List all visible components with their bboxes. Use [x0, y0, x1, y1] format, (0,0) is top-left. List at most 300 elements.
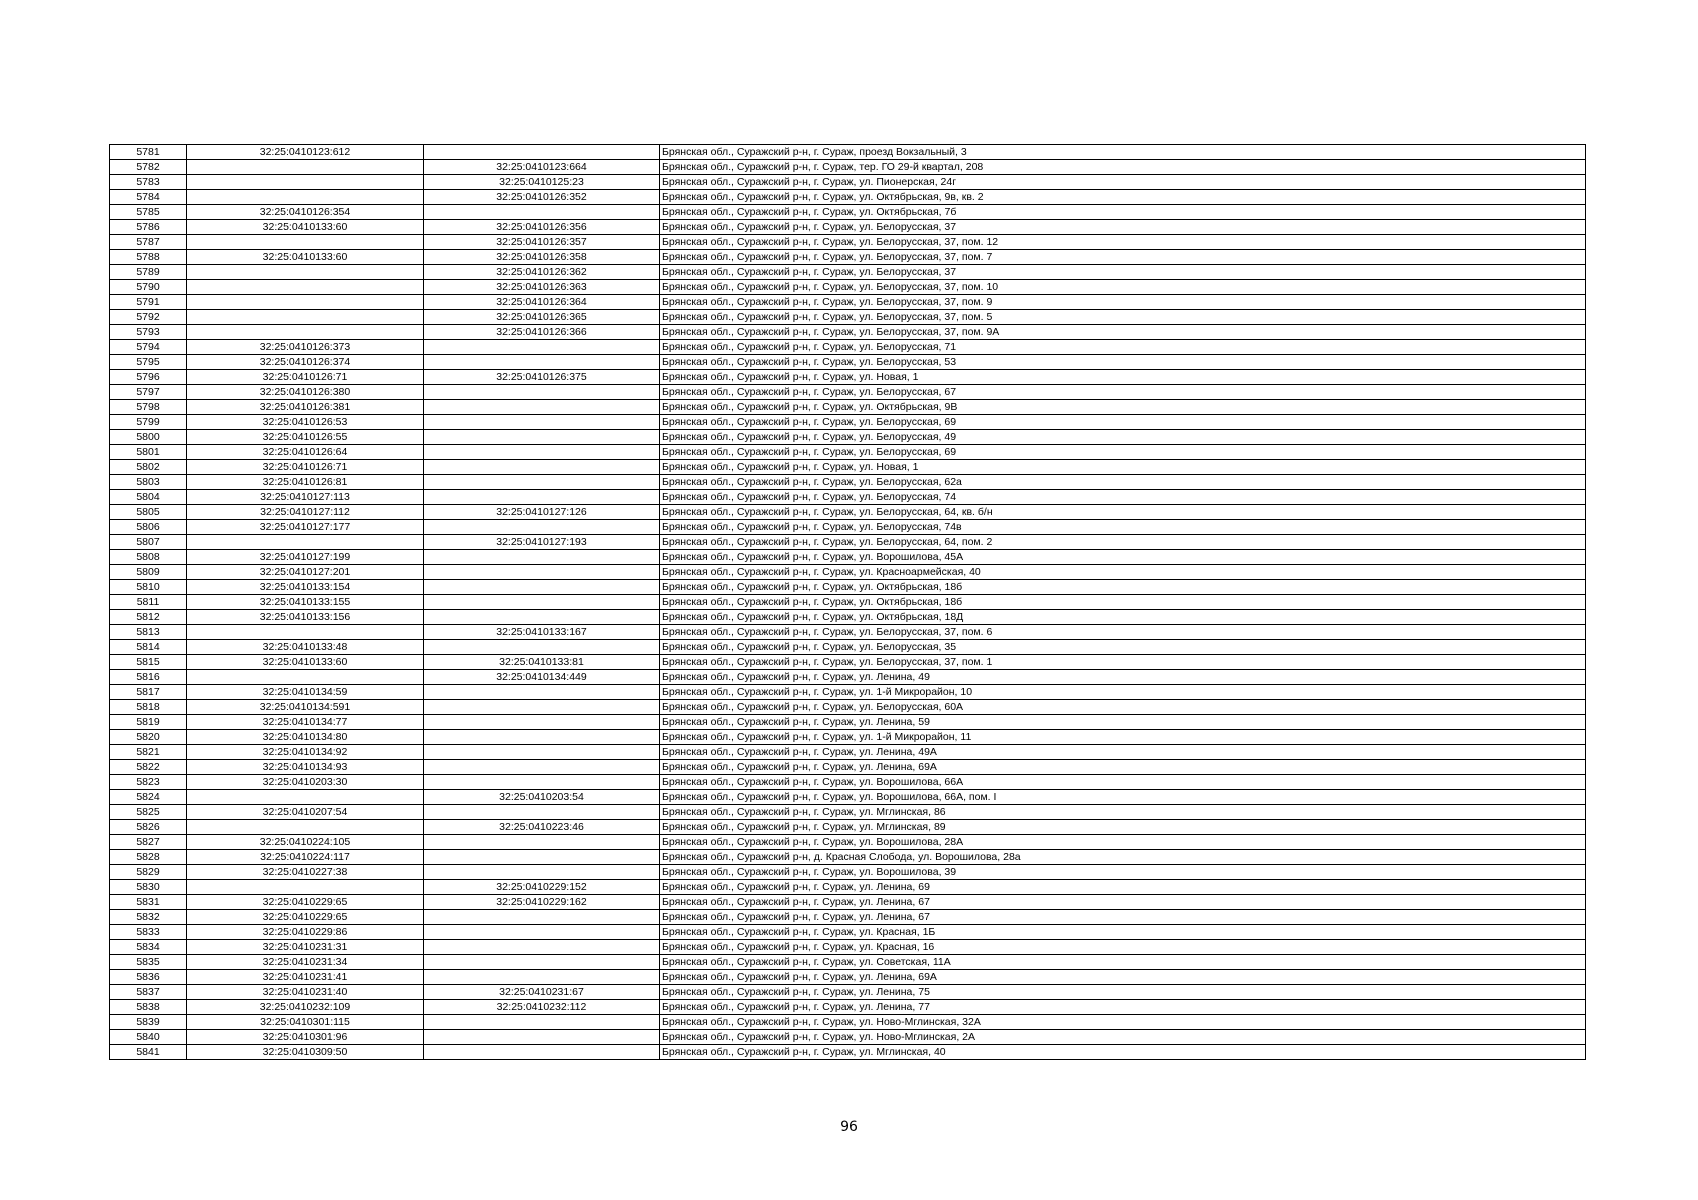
address-cell: Брянская обл., Суражский р-н, г. Сураж, ул. Ворошилова, 66А, пом. I [660, 790, 1586, 805]
address-cell: Брянская обл., Суражский р-н, г. Сураж, ул. Советская, 11А [660, 955, 1586, 970]
address-cell: Брянская обл., Суражский р-н, г. Сураж, ул. Белорусская, 37, пом. 9А [660, 325, 1586, 340]
table-row [110, 295, 1586, 310]
row-number-cell: 5799 [110, 415, 187, 430]
table-row [110, 955, 1586, 970]
cadastral-number-land-cell: 32:25:0410126:374 [187, 355, 424, 370]
row-number-cell: 5819 [110, 715, 187, 730]
table-body [110, 145, 1586, 1060]
cadastral-number-land-cell: 32:25:0410229:65 [187, 895, 424, 910]
table-row [110, 430, 1586, 445]
row-number-cell: 5807 [110, 535, 187, 550]
cadastral-number-object-cell [424, 550, 660, 565]
table-row [110, 670, 1586, 685]
cadastral-number-object-cell: 32:25:0410126:375 [424, 370, 660, 385]
table-row [110, 280, 1586, 295]
table-row [110, 370, 1586, 385]
address-cell: Брянская обл., Суражский р-н, г. Сураж, ул. Белорусская, 37, пом. 5 [660, 310, 1586, 325]
cadastral-number-land-cell [187, 880, 424, 895]
row-number-cell: 5830 [110, 880, 187, 895]
table-row [110, 460, 1586, 475]
cadastral-number-land-cell: 32:25:0410126:53 [187, 415, 424, 430]
address-cell: Брянская обл., Суражский р-н, г. Сураж, ул. Ново-Мглинская, 2А [660, 1030, 1586, 1045]
cadastral-number-land-cell [187, 325, 424, 340]
table-row [110, 145, 1586, 160]
row-number-cell: 5822 [110, 760, 187, 775]
address-cell: Брянская обл., Суражский р-н, г. Сураж, ул. Белорусская, 69 [660, 445, 1586, 460]
address-cell: Брянская обл., Суражский р-н, г. Сураж, ул. Ленина, 49А [660, 745, 1586, 760]
cadastral-number-land-cell: 32:25:0410309:50 [187, 1045, 424, 1060]
cadastral-number-object-cell [424, 445, 660, 460]
address-cell: Брянская обл., Суражский р-н, г. Сураж, ул. Белорусская, 60А [660, 700, 1586, 715]
table-row [110, 850, 1586, 865]
row-number-cell: 5823 [110, 775, 187, 790]
table-row [110, 265, 1586, 280]
cadastral-number-land-cell [187, 295, 424, 310]
cadastral-number-land-cell [187, 265, 424, 280]
table-row [110, 700, 1586, 715]
row-number-cell: 5820 [110, 730, 187, 745]
cadastral-number-object-cell: 32:25:0410133:167 [424, 625, 660, 640]
table-row [110, 175, 1586, 190]
cadastral-number-object-cell [424, 565, 660, 580]
row-number-cell: 5811 [110, 595, 187, 610]
row-number-cell: 5835 [110, 955, 187, 970]
address-cell: Брянская обл., Суражский р-н, г. Сураж, ул. Белорусская, 37 [660, 265, 1586, 280]
cadastral-number-land-cell: 32:25:0410232:109 [187, 1000, 424, 1015]
cadastral-number-object-cell: 32:25:0410229:162 [424, 895, 660, 910]
cadastral-number-land-cell: 32:25:0410133:156 [187, 610, 424, 625]
cadastral-number-object-cell [424, 580, 660, 595]
cadastral-number-land-cell [187, 280, 424, 295]
row-number-cell: 5785 [110, 205, 187, 220]
cadastral-number-object-cell: 32:25:0410127:193 [424, 535, 660, 550]
table-row [110, 625, 1586, 640]
cadastral-number-land-cell: 32:25:0410134:591 [187, 700, 424, 715]
table-row [110, 1030, 1586, 1045]
address-cell: Брянская обл., Суражский р-н, г. Сураж, ул. Ленина, 67 [660, 895, 1586, 910]
row-number-cell: 5794 [110, 340, 187, 355]
address-cell: Брянская обл., Суражский р-н, г. Сураж, ул. Мглинская, 86 [660, 805, 1586, 820]
cadastral-number-land-cell [187, 790, 424, 805]
table-row [110, 475, 1586, 490]
cadastral-number-object-cell [424, 490, 660, 505]
table-row [110, 1045, 1586, 1060]
table-row [110, 1000, 1586, 1015]
cadastral-number-object-cell [424, 340, 660, 355]
address-cell: Брянская обл., Суражский р-н, г. Сураж, ул. Белорусская, 49 [660, 430, 1586, 445]
table-row [110, 160, 1586, 175]
cadastral-number-land-cell [187, 820, 424, 835]
cadastral-number-object-cell: 32:25:0410126:362 [424, 265, 660, 280]
row-number-cell: 5834 [110, 940, 187, 955]
cadastral-number-land-cell [187, 310, 424, 325]
cadastral-number-land-cell [187, 175, 424, 190]
cadastral-number-object-cell [424, 640, 660, 655]
cadastral-number-land-cell: 32:25:0410127:177 [187, 520, 424, 535]
cadastral-number-land-cell: 32:25:0410207:54 [187, 805, 424, 820]
cadastral-number-land-cell: 32:25:0410133:154 [187, 580, 424, 595]
address-cell: Брянская обл., Суражский р-н, г. Сураж, проезд Вокзальный, 3 [660, 145, 1586, 160]
row-number-cell: 5833 [110, 925, 187, 940]
table-row [110, 880, 1586, 895]
cadastral-number-object-cell [424, 715, 660, 730]
cadastral-number-land-cell: 32:25:0410127:199 [187, 550, 424, 565]
address-cell: Брянская обл., Суражский р-н, г. Сураж, ул. 1-й Микрорайон, 10 [660, 685, 1586, 700]
cadastral-number-object-cell [424, 775, 660, 790]
address-cell: Брянская обл., Суражский р-н, г. Сураж, ул. Ворошилова, 39 [660, 865, 1586, 880]
address-cell: Брянская обл., Суражский р-н, г. Сураж, тер. ГО 29-й квартал, 208 [660, 160, 1586, 175]
cadastral-number-land-cell: 32:25:0410224:117 [187, 850, 424, 865]
row-number-cell: 5818 [110, 700, 187, 715]
table-row [110, 805, 1586, 820]
table-row [110, 385, 1586, 400]
table-row [110, 910, 1586, 925]
cadastral-number-land-cell: 32:25:0410227:38 [187, 865, 424, 880]
table-row [110, 250, 1586, 265]
cadastral-number-land-cell: 32:25:0410134:80 [187, 730, 424, 745]
cadastral-number-object-cell [424, 865, 660, 880]
cadastral-number-land-cell: 32:25:0410134:59 [187, 685, 424, 700]
address-cell: Брянская обл., Суражский р-н, г. Сураж, ул. Белорусская, 37, пом. 9 [660, 295, 1586, 310]
cadastral-number-land-cell: 32:25:0410126:71 [187, 370, 424, 385]
cadastral-number-land-cell: 32:25:0410126:55 [187, 430, 424, 445]
address-cell: Брянская обл., Суражский р-н, г. Сураж, ул. Ленина, 67 [660, 910, 1586, 925]
table-row [110, 505, 1586, 520]
table-row [110, 565, 1586, 580]
address-cell: Брянская обл., Суражский р-н, г. Сураж, ул. Ленина, 69А [660, 970, 1586, 985]
table-row [110, 925, 1586, 940]
cadastral-number-land-cell: 32:25:0410133:155 [187, 595, 424, 610]
table-row [110, 340, 1586, 355]
address-cell: Брянская обл., Суражский р-н, г. Сураж, ул. Белорусская, 67 [660, 385, 1586, 400]
address-cell: Брянская обл., Суражский р-н, г. Сураж, ул. Белорусская, 64, пом. 2 [660, 535, 1586, 550]
cadastral-number-object-cell [424, 205, 660, 220]
address-cell: Брянская обл., Суражский р-н, г. Сураж, ул. Белорусская, 37 [660, 220, 1586, 235]
cadastral-number-object-cell [424, 805, 660, 820]
address-cell: Брянская обл., Суражский р-н, г. Сураж, ул. Ленина, 69А [660, 760, 1586, 775]
table-row [110, 580, 1586, 595]
row-number-cell: 5837 [110, 985, 187, 1000]
table-row [110, 220, 1586, 235]
cadastral-number-object-cell: 32:25:0410229:152 [424, 880, 660, 895]
cadastral-number-object-cell: 32:25:0410231:67 [424, 985, 660, 1000]
cadastral-number-object-cell: 32:25:0410126:364 [424, 295, 660, 310]
cadastral-number-land-cell: 32:25:0410229:65 [187, 910, 424, 925]
address-cell: Брянская обл., Суражский р-н, г. Сураж, ул. Белорусская, 35 [660, 640, 1586, 655]
cadastral-number-object-cell [424, 415, 660, 430]
address-cell: Брянская обл., Суражский р-н, г. Сураж, ул. Ленина, 69 [660, 880, 1586, 895]
cadastral-number-object-cell: 32:25:0410232:112 [424, 1000, 660, 1015]
cadastral-number-land-cell: 32:25:0410126:380 [187, 385, 424, 400]
cadastral-number-land-cell [187, 670, 424, 685]
cadastral-number-object-cell [424, 910, 660, 925]
table-row [110, 235, 1586, 250]
row-number-cell: 5800 [110, 430, 187, 445]
address-cell: Брянская обл., Суражский р-н, г. Сураж, ул. Белорусская, 53 [660, 355, 1586, 370]
address-cell: Брянская обл., Суражский р-н, г. Сураж, ул. Красноармейская, 40 [660, 565, 1586, 580]
row-number-cell: 5801 [110, 445, 187, 460]
row-number-cell: 5788 [110, 250, 187, 265]
row-number-cell: 5813 [110, 625, 187, 640]
table-row [110, 730, 1586, 745]
table-row [110, 985, 1586, 1000]
table-row [110, 760, 1586, 775]
address-cell: Брянская обл., Суражский р-н, г. Сураж, ул. Ворошилова, 45А [660, 550, 1586, 565]
address-cell: Брянская обл., Суражский р-н, г. Сураж, ул. Мглинская, 40 [660, 1045, 1586, 1060]
cadastral-number-object-cell [424, 760, 660, 775]
cadastral-number-land-cell: 32:25:0410134:93 [187, 760, 424, 775]
address-cell: Брянская обл., Суражский р-н, г. Сураж, ул. Белорусская, 71 [660, 340, 1586, 355]
table-row [110, 550, 1586, 565]
row-number-cell: 5838 [110, 1000, 187, 1015]
row-number-cell: 5826 [110, 820, 187, 835]
row-number-cell: 5791 [110, 295, 187, 310]
cadastral-number-object-cell [424, 610, 660, 625]
cadastral-number-object-cell: 32:25:0410223:46 [424, 820, 660, 835]
cadastral-number-land-cell [187, 535, 424, 550]
row-number-cell: 5825 [110, 805, 187, 820]
row-number-cell: 5781 [110, 145, 187, 160]
address-cell: Брянская обл., Суражский р-н, г. Сураж, ул. Октябрьская, 7б [660, 205, 1586, 220]
table-row [110, 865, 1586, 880]
cadastral-number-land-cell: 32:25:0410231:41 [187, 970, 424, 985]
address-cell: Брянская обл., Суражский р-н, г. Сураж, ул. Красная, 1Б [660, 925, 1586, 940]
row-number-cell: 5792 [110, 310, 187, 325]
row-number-cell: 5839 [110, 1015, 187, 1030]
cadastral-number-object-cell: 32:25:0410126:363 [424, 280, 660, 295]
cadastral-number-land-cell [187, 190, 424, 205]
cadastral-number-object-cell [424, 970, 660, 985]
address-cell: Брянская обл., Суражский р-н, г. Сураж, ул. Ленина, 59 [660, 715, 1586, 730]
table-row [110, 205, 1586, 220]
row-number-cell: 5828 [110, 850, 187, 865]
table-row [110, 940, 1586, 955]
cadastral-number-land-cell: 32:25:0410126:354 [187, 205, 424, 220]
address-cell: Брянская обл., Суражский р-н, г. Сураж, ул. Белорусская, 74 [660, 490, 1586, 505]
row-number-cell: 5810 [110, 580, 187, 595]
row-number-cell: 5827 [110, 835, 187, 850]
address-cell: Брянская обл., Суражский р-н, г. Сураж, ул. Октябрьская, 18б [660, 580, 1586, 595]
cadastral-number-land-cell: 32:25:0410301:115 [187, 1015, 424, 1030]
table-row [110, 970, 1586, 985]
cadastral-number-object-cell: 32:25:0410126:366 [424, 325, 660, 340]
row-number-cell: 5783 [110, 175, 187, 190]
cadastral-number-object-cell: 32:25:0410123:664 [424, 160, 660, 175]
table-row [110, 310, 1586, 325]
cadastral-number-land-cell: 32:25:0410231:40 [187, 985, 424, 1000]
cadastral-number-object-cell [424, 460, 660, 475]
address-cell: Брянская обл., Суражский р-н, г. Сураж, ул. Новая, 1 [660, 370, 1586, 385]
row-number-cell: 5803 [110, 475, 187, 490]
cadastral-number-object-cell: 32:25:0410126:357 [424, 235, 660, 250]
cadastral-number-object-cell [424, 955, 660, 970]
address-cell: Брянская обл., Суражский р-н, г. Сураж, ул. Ленина, 49 [660, 670, 1586, 685]
property-register-table [109, 144, 1586, 1060]
row-number-cell: 5824 [110, 790, 187, 805]
cadastral-number-land-cell: 32:25:0410133:48 [187, 640, 424, 655]
address-cell: Брянская обл., Суражский р-н, г. Сураж, ул. Пионерская, 24г [660, 175, 1586, 190]
row-number-cell: 5841 [110, 1045, 187, 1060]
address-cell: Брянская обл., Суражский р-н, г. Сураж, ул. Ново-Мглинская, 32А [660, 1015, 1586, 1030]
row-number-cell: 5836 [110, 970, 187, 985]
cadastral-number-object-cell [424, 700, 660, 715]
cadastral-number-object-cell: 32:25:0410134:449 [424, 670, 660, 685]
cadastral-number-land-cell: 32:25:0410133:60 [187, 220, 424, 235]
cadastral-number-land-cell: 32:25:0410134:77 [187, 715, 424, 730]
address-cell: Брянская обл., Суражский р-н, г. Сураж, ул. Белорусская, 37, пом. 7 [660, 250, 1586, 265]
address-cell: Брянская обл., Суражский р-н, г. Сураж, ул. Мглинская, 89 [660, 820, 1586, 835]
row-number-cell: 5790 [110, 280, 187, 295]
table-row [110, 640, 1586, 655]
row-number-cell: 5789 [110, 265, 187, 280]
cadastral-number-land-cell: 32:25:0410229:86 [187, 925, 424, 940]
cadastral-number-object-cell [424, 355, 660, 370]
address-cell: Брянская обл., Суражский р-н, г. Сураж, ул. Белорусская, 37, пом. 10 [660, 280, 1586, 295]
cadastral-number-object-cell: 32:25:0410126:358 [424, 250, 660, 265]
address-cell: Брянская обл., Суражский р-н, г. Сураж, ул. Ленина, 77 [660, 1000, 1586, 1015]
row-number-cell: 5821 [110, 745, 187, 760]
page-number: 96 [840, 1119, 858, 1135]
cadastral-number-land-cell: 32:25:0410231:31 [187, 940, 424, 955]
row-number-cell: 5816 [110, 670, 187, 685]
table-row [110, 895, 1586, 910]
address-cell: Брянская обл., Суражский р-н, г. Сураж, ул. Ворошилова, 66А [660, 775, 1586, 790]
cadastral-number-object-cell: 32:25:0410126:352 [424, 190, 660, 205]
cadastral-number-object-cell: 32:25:0410125:23 [424, 175, 660, 190]
table-row [110, 835, 1586, 850]
row-number-cell: 5814 [110, 640, 187, 655]
cadastral-number-object-cell [424, 685, 660, 700]
table-row [110, 355, 1586, 370]
address-cell: Брянская обл., Суражский р-н, г. Сураж, ул. Ленина, 75 [660, 985, 1586, 1000]
address-cell: Брянская обл., Суражский р-н, г. Сураж, ул. Белорусская, 37, пом. 12 [660, 235, 1586, 250]
cadastral-number-object-cell [424, 1030, 660, 1045]
cadastral-number-land-cell: 32:25:0410126:64 [187, 445, 424, 460]
table-row [110, 715, 1586, 730]
row-number-cell: 5805 [110, 505, 187, 520]
address-cell: Брянская обл., Суражский р-н, г. Сураж, ул. 1-й Микрорайон, 11 [660, 730, 1586, 745]
row-number-cell: 5812 [110, 610, 187, 625]
address-cell: Брянская обл., Суражский р-н, г. Сураж, ул. Октябрьская, 18Д [660, 610, 1586, 625]
cadastral-number-object-cell [424, 475, 660, 490]
row-number-cell: 5808 [110, 550, 187, 565]
cadastral-number-land-cell [187, 160, 424, 175]
address-cell: Брянская обл., Суражский р-н, г. Сураж, ул. Новая, 1 [660, 460, 1586, 475]
address-cell: Брянская обл., Суражский р-н, г. Сураж, ул. Белорусская, 74в [660, 520, 1586, 535]
table-row [110, 790, 1586, 805]
cadastral-number-object-cell [424, 1045, 660, 1060]
table-row [110, 820, 1586, 835]
table-row [110, 535, 1586, 550]
table-row [110, 685, 1586, 700]
cadastral-number-land-cell [187, 235, 424, 250]
cadastral-number-land-cell: 32:25:0410126:81 [187, 475, 424, 490]
table-row [110, 325, 1586, 340]
cadastral-number-object-cell [424, 940, 660, 955]
cadastral-number-land-cell: 32:25:0410127:112 [187, 505, 424, 520]
cadastral-number-object-cell [424, 925, 660, 940]
row-number-cell: 5802 [110, 460, 187, 475]
address-cell: Брянская обл., Суражский р-н, г. Сураж, ул. Белорусская, 37, пом. 1 [660, 655, 1586, 670]
cadastral-number-land-cell: 32:25:0410126:71 [187, 460, 424, 475]
row-number-cell: 5797 [110, 385, 187, 400]
cadastral-number-land-cell [187, 625, 424, 640]
cadastral-number-object-cell [424, 430, 660, 445]
cadastral-number-object-cell [424, 145, 660, 160]
address-cell: Брянская обл., Суражский р-н, г. Сураж, ул. Октябрьская, 9В [660, 400, 1586, 415]
cadastral-number-object-cell [424, 835, 660, 850]
cadastral-number-land-cell: 32:25:0410127:113 [187, 490, 424, 505]
table-row [110, 415, 1586, 430]
cadastral-number-land-cell: 32:25:0410123:612 [187, 145, 424, 160]
address-cell: Брянская обл., Суражский р-н, г. Сураж, ул. Октябрьская, 18б [660, 595, 1586, 610]
cadastral-number-object-cell: 32:25:0410126:356 [424, 220, 660, 235]
address-cell: Брянская обл., Суражский р-н, г. Сураж, ул. Белорусская, 62а [660, 475, 1586, 490]
table-row [110, 490, 1586, 505]
cadastral-number-object-cell [424, 400, 660, 415]
cadastral-number-land-cell: 32:25:0410127:201 [187, 565, 424, 580]
address-cell: Брянская обл., Суражский р-н, г. Сураж, ул. Белорусская, 37, пом. 6 [660, 625, 1586, 640]
cadastral-number-object-cell: 32:25:0410133:81 [424, 655, 660, 670]
cadastral-number-object-cell [424, 520, 660, 535]
table-row [110, 610, 1586, 625]
table-row [110, 655, 1586, 670]
row-number-cell: 5832 [110, 910, 187, 925]
table-row [110, 445, 1586, 460]
address-cell: Брянская обл., Суражский р-н, г. Сураж, ул. Октябрьская, 9в, кв. 2 [660, 190, 1586, 205]
cadastral-number-land-cell: 32:25:0410134:92 [187, 745, 424, 760]
row-number-cell: 5809 [110, 565, 187, 580]
row-number-cell: 5804 [110, 490, 187, 505]
table-row [110, 745, 1586, 760]
address-cell: Брянская обл., Суражский р-н, д. Красная Слобода, ул. Ворошилова, 28а [660, 850, 1586, 865]
address-cell: Брянская обл., Суражский р-н, г. Сураж, ул. Белорусская, 64, кв. б/н [660, 505, 1586, 520]
cadastral-number-land-cell: 32:25:0410203:30 [187, 775, 424, 790]
cadastral-number-object-cell [424, 745, 660, 760]
table-row [110, 595, 1586, 610]
row-number-cell: 5840 [110, 1030, 187, 1045]
cadastral-number-object-cell: 32:25:0410126:365 [424, 310, 660, 325]
row-number-cell: 5806 [110, 520, 187, 535]
row-number-cell: 5829 [110, 865, 187, 880]
table-row [110, 520, 1586, 535]
row-number-cell: 5815 [110, 655, 187, 670]
cadastral-number-land-cell: 32:25:0410224:105 [187, 835, 424, 850]
cadastral-number-land-cell: 32:25:0410133:60 [187, 250, 424, 265]
address-cell: Брянская обл., Суражский р-н, г. Сураж, ул. Ворошилова, 28А [660, 835, 1586, 850]
table-row [110, 400, 1586, 415]
row-number-cell: 5817 [110, 685, 187, 700]
address-cell: Брянская обл., Суражский р-н, г. Сураж, ул. Белорусская, 69 [660, 415, 1586, 430]
row-number-cell: 5796 [110, 370, 187, 385]
row-number-cell: 5831 [110, 895, 187, 910]
cadastral-number-object-cell [424, 730, 660, 745]
cadastral-number-land-cell: 32:25:0410126:373 [187, 340, 424, 355]
row-number-cell: 5782 [110, 160, 187, 175]
cadastral-number-object-cell [424, 595, 660, 610]
cadastral-number-land-cell: 32:25:0410126:381 [187, 400, 424, 415]
cadastral-number-land-cell: 32:25:0410133:60 [187, 655, 424, 670]
cadastral-number-land-cell: 32:25:0410301:96 [187, 1030, 424, 1045]
cadastral-number-object-cell: 32:25:0410203:54 [424, 790, 660, 805]
row-number-cell: 5787 [110, 235, 187, 250]
cadastral-number-object-cell [424, 850, 660, 865]
row-number-cell: 5793 [110, 325, 187, 340]
table-row [110, 1015, 1586, 1030]
address-cell: Брянская обл., Суражский р-н, г. Сураж, ул. Красная, 16 [660, 940, 1586, 955]
row-number-cell: 5786 [110, 220, 187, 235]
table-row [110, 190, 1586, 205]
